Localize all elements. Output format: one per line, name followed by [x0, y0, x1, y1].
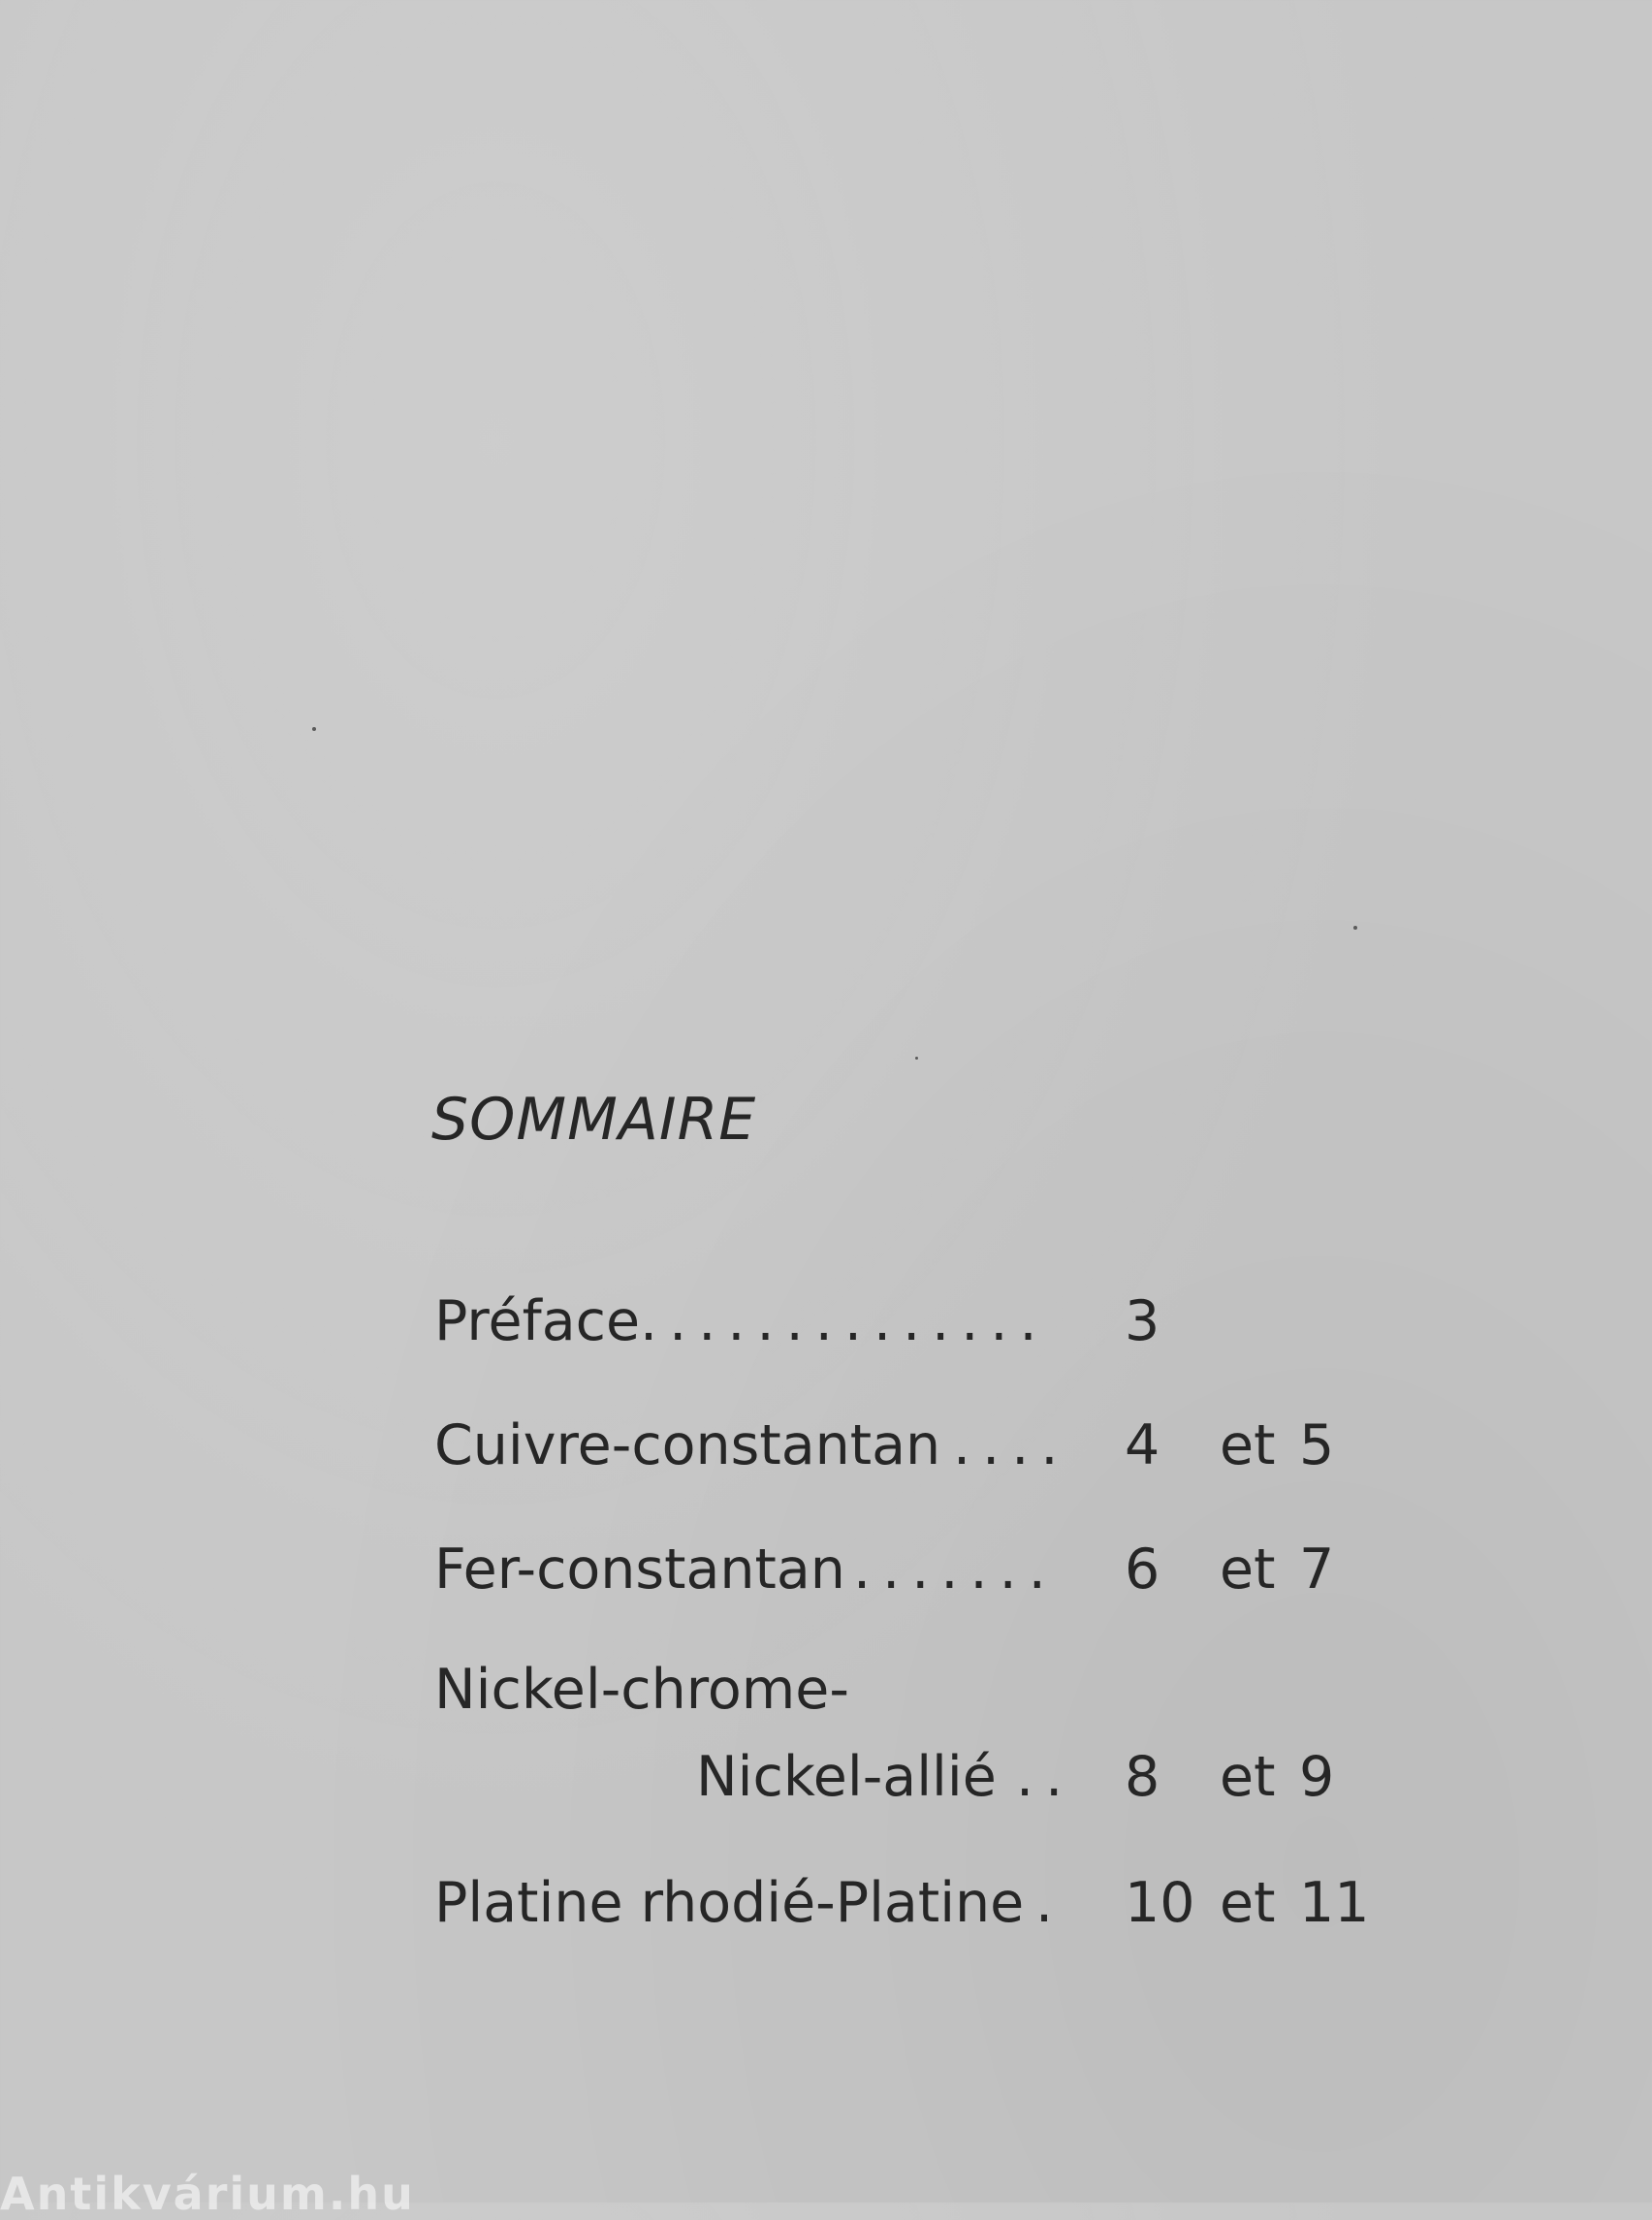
toc-entry-label: Nickel-allié [696, 1745, 997, 1809]
toc-leader-dots: .... [953, 1413, 1070, 1477]
toc-entry [434, 1530, 1404, 1602]
toc-page-number-second: 5 [1299, 1413, 1335, 1477]
paper-speck [312, 727, 316, 731]
toc-entry [434, 1863, 1404, 1935]
toc-entry-label-line1: Nickel-chrome- [434, 1658, 849, 1722]
toc-page-number-second: 9 [1299, 1745, 1335, 1809]
toc-page-number-second: 7 [1299, 1538, 1335, 1602]
toc-page-conjunction: et [1220, 1538, 1276, 1602]
toc-entry-label: Cuivre-constantan [434, 1413, 941, 1477]
toc-page-number: 8 [1125, 1745, 1160, 1809]
toc-page-number: 3 [1125, 1289, 1160, 1353]
paper-speck [1353, 926, 1357, 930]
toc-entry-label: Fer-constantan [434, 1538, 845, 1602]
watermark: Antikvárium.hu [0, 2168, 415, 2220]
toc-entry-label: Préface [434, 1289, 641, 1353]
toc-page-conjunction: et [1220, 1413, 1276, 1477]
toc-page-number: 4 [1125, 1413, 1160, 1477]
toc-entry [434, 1282, 1404, 1353]
toc-page-number: 10 [1125, 1871, 1195, 1935]
page-title: SOMMAIRE [431, 1086, 757, 1154]
toc-leader-dots: .............. [640, 1289, 1049, 1353]
toc-leader-dots: . [1035, 1871, 1065, 1935]
toc-page-conjunction: et [1220, 1745, 1276, 1809]
toc-page-number-second: 11 [1299, 1871, 1370, 1935]
paper-speck [915, 1057, 918, 1060]
toc-leader-dots: .. [1016, 1745, 1075, 1809]
toc-entry [434, 1737, 1404, 1809]
toc-entry-label: Platine rhodié-Platine [434, 1871, 1025, 1935]
toc-leader-dots: ....... [853, 1538, 1058, 1602]
toc-entry [434, 1406, 1404, 1477]
toc-page-conjunction: et [1220, 1871, 1276, 1935]
toc-page-number: 6 [1125, 1538, 1160, 1602]
